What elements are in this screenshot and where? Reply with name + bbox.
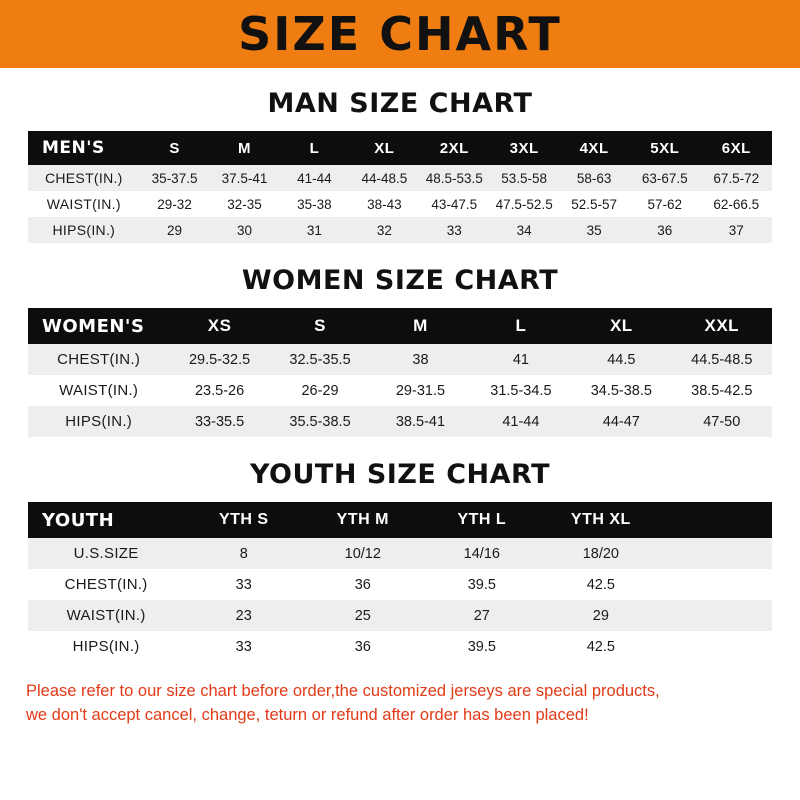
table-row: [28, 191, 772, 217]
table-man-size: [28, 131, 772, 243]
row-header: HIPS(IN.): [28, 406, 169, 437]
col-header: 4XL: [559, 131, 629, 165]
cell: 62-66.5: [700, 191, 772, 217]
cell: 29: [140, 217, 210, 243]
cell: 41: [471, 344, 571, 375]
col-header: 2XL: [419, 131, 489, 165]
cell: 63-67.5: [629, 165, 700, 191]
row-header: CHEST(IN.): [28, 165, 140, 191]
row-header: CHEST(IN.): [28, 569, 184, 600]
cell: 33: [184, 569, 303, 600]
cell: 37.5-41: [210, 165, 280, 191]
cell: 36: [629, 217, 700, 243]
cell: 67.5-72: [700, 165, 772, 191]
table-women-size: [28, 308, 772, 437]
row-header: U.S.SIZE: [28, 538, 184, 569]
col-header: M: [210, 131, 280, 165]
table-header-row: [28, 502, 772, 538]
cell: 38.5-42.5: [672, 375, 772, 406]
col-header: MEN'S: [28, 131, 140, 165]
col-header: YTH M: [303, 502, 422, 538]
cell: 32-35: [210, 191, 280, 217]
cell: 23: [184, 600, 303, 631]
cell: 18/20: [541, 538, 660, 569]
table-header-row: [28, 131, 772, 165]
table-row: [28, 406, 772, 437]
col-header: XXL: [672, 308, 772, 344]
cell: 32: [349, 217, 419, 243]
col-header: S: [140, 131, 210, 165]
col-header: YOUTH: [28, 502, 184, 538]
cell: 38: [370, 344, 470, 375]
cell: 44.5-48.5: [672, 344, 772, 375]
table-row: [28, 165, 772, 191]
row-header: WAIST(IN.): [28, 375, 169, 406]
cell: 32.5-35.5: [270, 344, 370, 375]
cell: [660, 631, 772, 662]
col-header: [660, 502, 772, 538]
col-header: XL: [571, 308, 671, 344]
cell: 34.5-38.5: [571, 375, 671, 406]
cell: 23.5-26: [169, 375, 269, 406]
col-header: XL: [349, 131, 419, 165]
col-header: XS: [169, 308, 269, 344]
cell: 41-44: [279, 165, 349, 191]
table-row: [28, 344, 772, 375]
cell: [660, 538, 772, 569]
cell: 48.5-53.5: [419, 165, 489, 191]
cell: 47-50: [672, 406, 772, 437]
col-header: 3XL: [489, 131, 559, 165]
section-title-man: MAN SIZE CHART: [267, 88, 533, 119]
footer-line-2: we don't accept cancel, change, teturn or refund after order has been placed!: [26, 705, 589, 724]
table-row: [28, 631, 772, 662]
cell: 58-63: [559, 165, 629, 191]
table-row: [28, 600, 772, 631]
row-header: WAIST(IN.): [28, 600, 184, 631]
cell: 44-48.5: [349, 165, 419, 191]
col-header: S: [270, 308, 370, 344]
col-header: 6XL: [700, 131, 772, 165]
row-header: WAIST(IN.): [28, 191, 140, 217]
cell: 44.5: [571, 344, 671, 375]
cell: 36: [303, 631, 422, 662]
table-row: [28, 538, 772, 569]
content: [0, 88, 800, 662]
cell: 31: [279, 217, 349, 243]
col-header: YTH L: [422, 502, 541, 538]
cell: 33-35.5: [169, 406, 269, 437]
cell: 30: [210, 217, 280, 243]
section-title-youth: YOUTH SIZE CHART: [249, 459, 551, 490]
cell: 57-62: [629, 191, 700, 217]
cell: 8: [184, 538, 303, 569]
cell: 34: [489, 217, 559, 243]
row-header: HIPS(IN.): [28, 631, 184, 662]
cell: 29: [541, 600, 660, 631]
cell: 10/12: [303, 538, 422, 569]
cell: 29-32: [140, 191, 210, 217]
cell: 53.5-58: [489, 165, 559, 191]
cell: 43-47.5: [419, 191, 489, 217]
cell: 37: [700, 217, 772, 243]
cell: 27: [422, 600, 541, 631]
cell: 35-37.5: [140, 165, 210, 191]
banner: [0, 0, 800, 68]
cell: [660, 569, 772, 600]
table-youth-size: [28, 502, 772, 662]
cell: 41-44: [471, 406, 571, 437]
cell: 33: [184, 631, 303, 662]
cell: 33: [419, 217, 489, 243]
cell: 42.5: [541, 631, 660, 662]
row-header: CHEST(IN.): [28, 344, 169, 375]
cell: 35: [559, 217, 629, 243]
table-row: [28, 217, 772, 243]
col-header: YTH S: [184, 502, 303, 538]
cell: 35.5-38.5: [270, 406, 370, 437]
col-header: L: [471, 308, 571, 344]
cell: 52.5-57: [559, 191, 629, 217]
cell: 38-43: [349, 191, 419, 217]
cell: 39.5: [422, 569, 541, 600]
col-header: 5XL: [629, 131, 700, 165]
cell: 29-31.5: [370, 375, 470, 406]
footer-disclaimer: [0, 680, 800, 728]
col-header: M: [370, 308, 470, 344]
cell: 38.5-41: [370, 406, 470, 437]
page-title: SIZE CHART: [238, 7, 562, 61]
col-header: L: [279, 131, 349, 165]
cell: 25: [303, 600, 422, 631]
cell: 31.5-34.5: [471, 375, 571, 406]
table-row: [28, 569, 772, 600]
table-row: [28, 375, 772, 406]
cell: 14/16: [422, 538, 541, 569]
table-header-row: [28, 308, 772, 344]
footer-line-1: Please refer to our size chart before order,the customized jerseys are special products,: [26, 682, 660, 700]
section-title-women: WOMEN SIZE CHART: [241, 265, 559, 296]
col-header: YTH XL: [541, 502, 660, 538]
col-header: WOMEN'S: [28, 308, 169, 344]
cell: 35-38: [279, 191, 349, 217]
cell: 26-29: [270, 375, 370, 406]
cell: 39.5: [422, 631, 541, 662]
cell: 44-47: [571, 406, 671, 437]
cell: 47.5-52.5: [489, 191, 559, 217]
row-header: HIPS(IN.): [28, 217, 140, 243]
cell: 42.5: [541, 569, 660, 600]
cell: 36: [303, 569, 422, 600]
cell: [660, 600, 772, 631]
cell: 29.5-32.5: [169, 344, 269, 375]
